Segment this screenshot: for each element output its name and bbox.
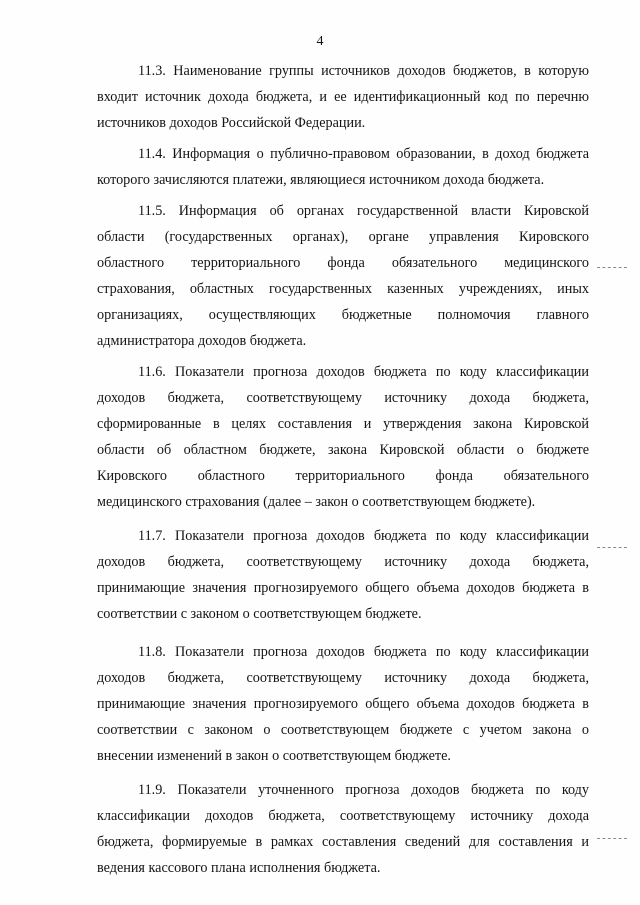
paragraph-line: страхования, областных государственных казенных учреждениях, иных (97, 281, 589, 297)
scan-margin-mark (597, 267, 627, 269)
paragraph-line: 11.8. Показатели прогноза доходов бюджета по коду классификации (138, 644, 589, 660)
paragraph-11-7 (97, 523, 589, 627)
paragraph-line: организациях, осуществляющих бюджетные полномочия главного (97, 307, 589, 323)
scan-margin-mark (597, 838, 627, 840)
paragraph-line: соответствии с законом о соответствующем бюджете с учетом закона о (97, 722, 589, 738)
paragraph-line: 11.5. Информация об органах государственной власти Кировской (138, 203, 589, 219)
paragraph-line: области об областном бюджете, закона Кировской области о бюджете (97, 442, 589, 458)
paragraph-line: 11.3. Наименование группы источников доходов бюджетов, в которую (138, 63, 589, 79)
paragraph-11-4 (97, 141, 589, 193)
paragraph-line: принимающие значения прогнозируемого общего объема доходов бюджета в (97, 696, 589, 712)
paragraph-11-6 (97, 359, 589, 515)
page-number: 4 (316, 34, 324, 49)
paragraph-11-5 (97, 198, 589, 354)
paragraph-line: 11.6. Показатели прогноза доходов бюджета по коду классификации (138, 364, 589, 380)
paragraph-line: соответствии с законом о соответствующем бюджете. (97, 606, 422, 622)
paragraph-line: 11.7. Показатели прогноза доходов бюджета по коду классификации (138, 528, 589, 544)
paragraph-line: принимающие значения прогнозируемого общего объема доходов бюджета в (97, 580, 589, 596)
paragraph-line: входит источник дохода бюджета, и ее идентификационный код по перечню (97, 89, 589, 105)
paragraph-line: ведения кассового плана исполнения бюджета. (97, 860, 381, 876)
document-body (97, 58, 589, 881)
paragraph-line: доходов бюджета, соответствующему источнику дохода бюджета, (97, 670, 589, 686)
paragraph-line: которого зачисляются платежи, являющиеся источником дохода бюджета. (97, 172, 545, 188)
paragraph-line: бюджета, формируемые в рамках составления сведений для составления и (97, 834, 589, 850)
paragraph-line: доходов бюджета, соответствующему источнику дохода бюджета, (97, 390, 589, 406)
paragraph-line: сформированные в целях составления и утверждения закона Кировской (97, 416, 589, 432)
paragraph-line: медицинского страхования (далее – закон о соответствующем бюджете). (97, 494, 536, 510)
paragraph-line: доходов бюджета, соответствующему источнику дохода бюджета, (97, 554, 589, 570)
paragraph-line: области (государственных органах), органе управления Кировского (97, 229, 589, 245)
paragraph-11-3 (97, 58, 589, 136)
paragraph-line: Кировского областного территориального фонда обязательного (97, 468, 589, 484)
paragraph-line: классификации доходов бюджета, соответствующему источнику дохода (97, 808, 589, 824)
paragraph-line: внесении изменений в закон о соответствующем бюджете. (97, 748, 451, 764)
paragraph-11-9 (97, 777, 589, 881)
paragraph-line: 11.9. Показатели уточненного прогноза доходов бюджета по коду (138, 782, 589, 798)
scan-margin-mark (597, 547, 627, 549)
paragraph-line: администратора доходов бюджета. (97, 333, 307, 349)
paragraph-line: источников доходов Российской Федерации. (97, 115, 366, 131)
paragraph-line: областного территориального фонда обязательного медицинского (97, 255, 589, 271)
paragraph-line: 11.4. Информация о публично-правовом образовании, в доход бюджета (138, 146, 589, 162)
paragraph-11-8 (97, 639, 589, 769)
